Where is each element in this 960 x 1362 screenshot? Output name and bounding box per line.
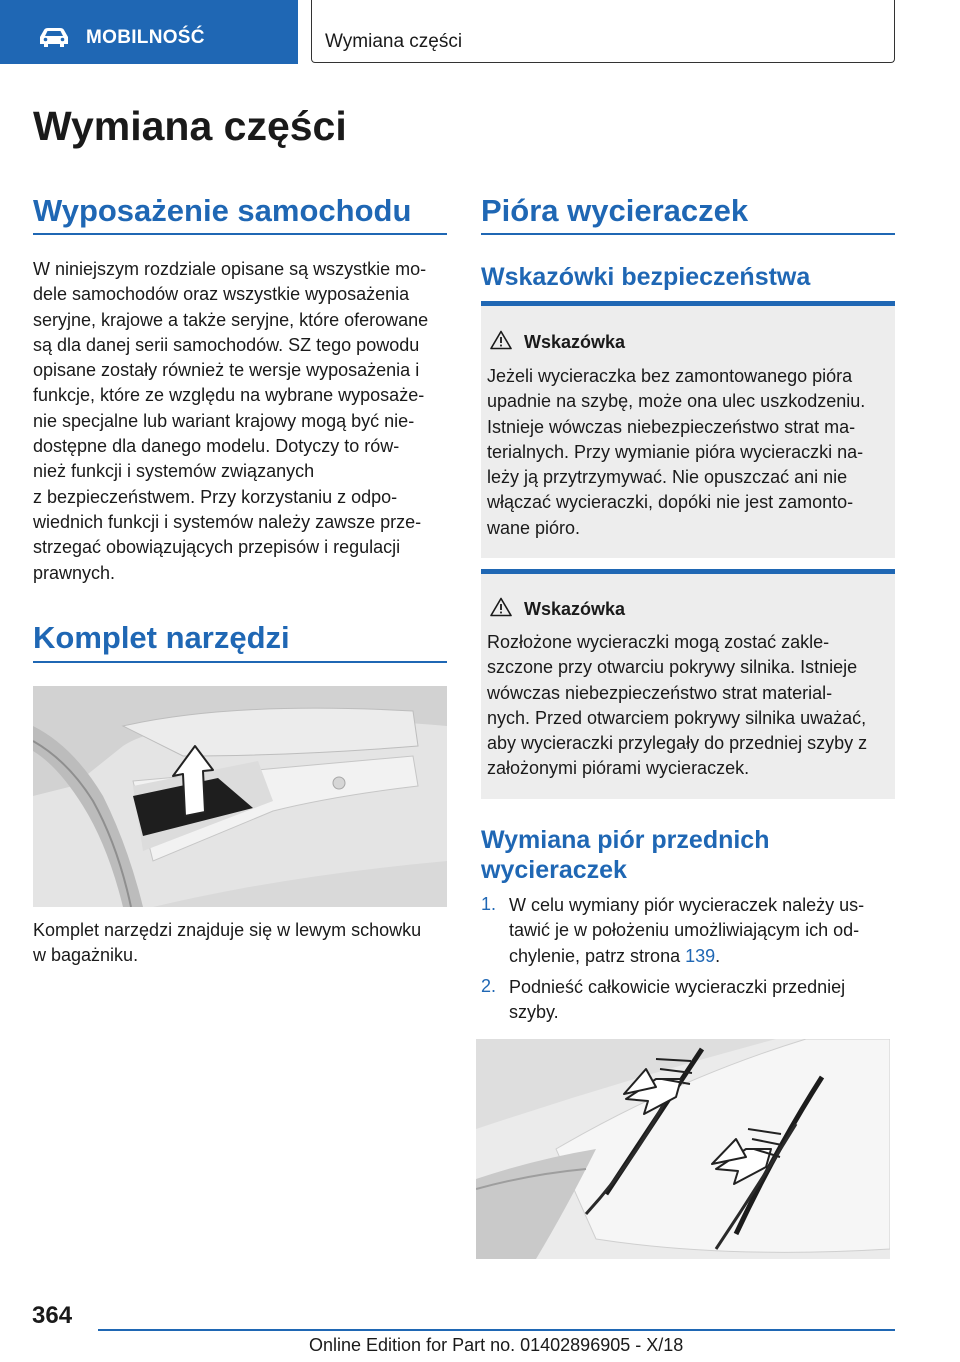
step-number: 2.	[481, 976, 497, 996]
equipment-paragraph: W niniejszym rozdziale opisane są wszystkie mo‐ dele samochodów oraz wszystkie wyposażenia seryjne, krajowe a także seryjne, które oferowane są dla danej serii samochodów. SZ tego powodu opisane zostały również te wersje wyposażenia i funkcje, które ze względu na wybrane wyposaże‐ nie specjalne lub wariant krajowy mogą być nie‐ dostępne dla danego modelu. Dotyczy to rów‐ nież funkcji i systemów związanych z bezpieczeństwem. Przy korzystaniu z odpo‐ wiednich funkcji i systemów należy zawsze prze‐ strzegać obowiązujących przepisów i regulacji prawnych.	[33, 259, 429, 583]
footer-rule	[98, 1329, 895, 1331]
toolkit-compartment-image	[33, 686, 447, 907]
section-rule	[33, 661, 447, 663]
step-1-text: W celu wymiany piór wycieraczek należy us‐ tawić je w położeniu umożliwiającym ich od‐ chylenie, patrz strona 139.	[509, 895, 865, 966]
section-heading-toolkit: Komplet narzędzi	[33, 620, 290, 655]
toolkit-paragraph: Komplet narzędzi znajduje się w lewym schowku w bagażniku.	[33, 920, 422, 966]
note-2-text: Rozłożone wycieraczki mogą zostać zakle‐ szczone przy otwarciu pokrywy silnika. Istnieje wówczas niebezpieczeństwo strat material‐ nych. Przed otwarciem pokrywy silnika uważać, aby wycieraczki przylegały do przedniej szyby z założonymi piórami wycieraczek.	[487, 632, 868, 779]
warning-icon	[490, 597, 512, 617]
step-2-text: Podnieść całkowicie wycieraczki przedniej szyby.	[509, 977, 846, 1023]
warning-icon	[490, 330, 512, 350]
page-number: 364	[32, 1302, 73, 1329]
subheading-replace-front-wipers: Wymiana piór przednich wycieraczek	[481, 826, 770, 884]
section-heading-equipment: Wyposażenie samochodu	[33, 193, 412, 228]
note-1-text: Jeżeli wycieraczka bez zamontowanego pióra upadnie na szybę, może ona ulec uszkodzeniu. Istnieje wówczas niebezpieczeństwo strat ma‐ terialnych. Przy wymianie pióra wycieraczki na‐ leży ją przytrzymywać. Nie opuszczać ani nie włączać wycieraczki, dopóki nie jest zamonto‐ wane pióro.	[487, 366, 866, 538]
header-title: Wymiana części	[325, 31, 463, 52]
section-heading-wiper-blades: Pióra wycieraczek	[481, 193, 749, 228]
page-title: Wymiana części	[33, 103, 347, 149]
header-section-label: MOBILNOŚĆ	[86, 27, 205, 48]
footer-edition: Online Edition for Part no. 01402896905 - X/18	[309, 1335, 684, 1355]
step-number: 1.	[481, 894, 497, 914]
subheading-safety-notes: Wskazówki bezpieczeństwa	[481, 263, 811, 291]
page-link-139[interactable]: 139	[685, 945, 716, 966]
note-title: Wskazówka	[524, 599, 626, 619]
wiper-blades-image	[476, 1039, 890, 1259]
car-icon	[38, 26, 70, 48]
section-rule	[33, 233, 447, 235]
section-rule	[481, 233, 895, 235]
note-title: Wskazówka	[524, 332, 626, 352]
